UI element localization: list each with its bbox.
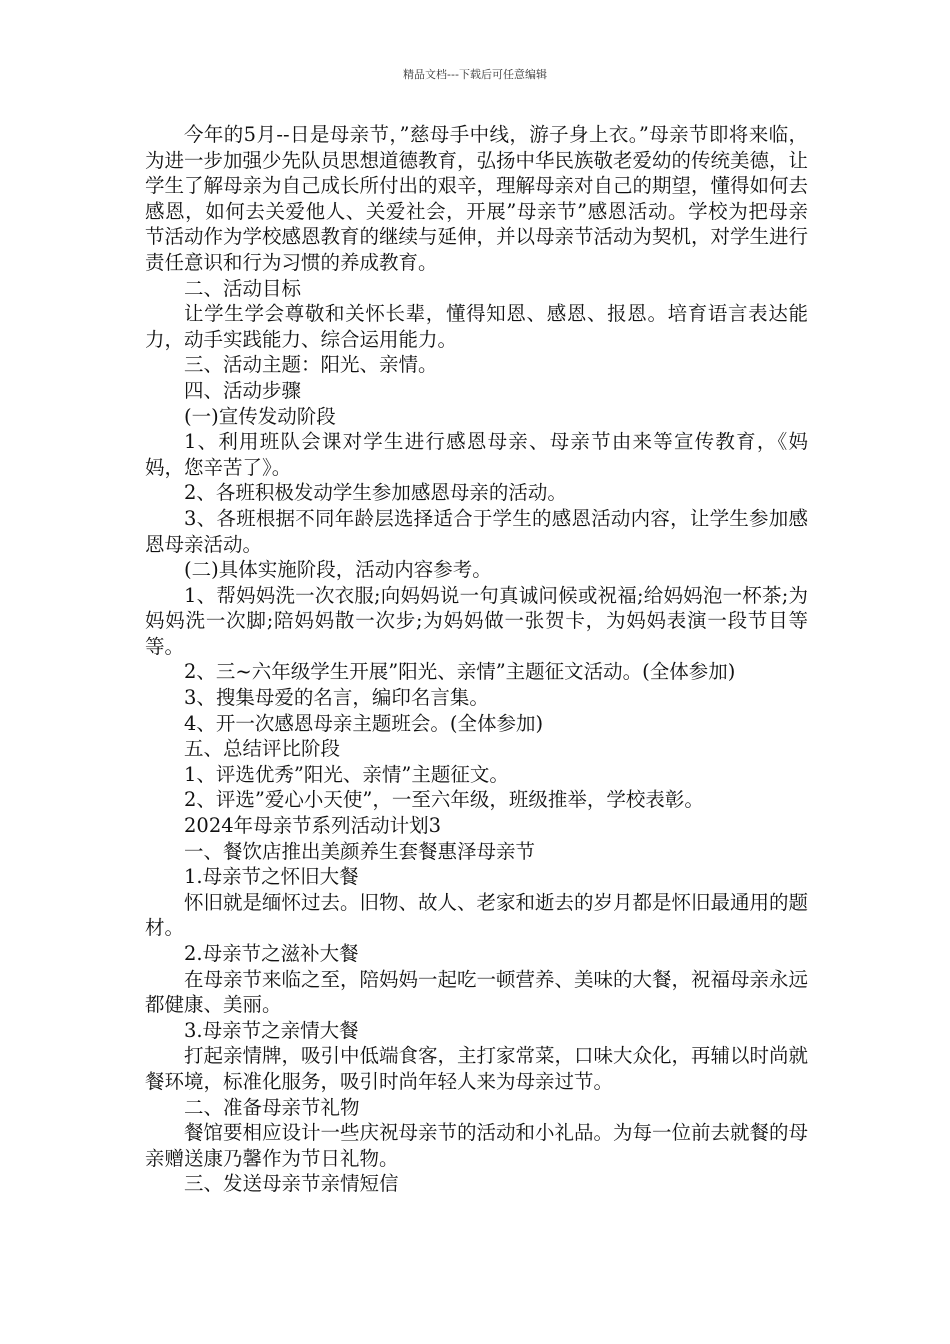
section-heading-messages: 三、发送母亲节亲情短信 <box>184 1172 399 1196</box>
list-item: 2、三~六年级学生开展”阳光、亲情”主题征文活动。(全体参加) <box>184 660 736 684</box>
body-paragraph: 餐馆要相应设计一些庆祝母亲节的活动和小礼品。为每一位前去就餐的母亲赠送康乃馨作为节日礼物。 <box>145 1121 809 1170</box>
section-heading-restaurant: 一、餐饮店推出美颜养生套餐惠泽母亲节 <box>184 839 536 863</box>
list-item: 2、评选”爱心小天使”，一至六年级，班级推举，学校表彰。 <box>184 788 704 812</box>
subheading-nostalgic-meal: 1.母亲节之怀旧大餐 <box>184 865 359 889</box>
intro-paragraph: 今年的5月--日是母亲节，”慈母手中线，游子身上衣。”母亲节即将来临，为进一步加强少先队员思想道德教育，弘扬中华民族敬老爱幼的传统美德，让学生了解母亲为自己成长所付出的艰辛，理解母亲对自己的期望，懂得如何去感恩，如何去关爱他人、关爱社会，开展”母亲节”感恩活动。学校为把母亲节活动作为学校感恩教育的继续与延伸，并以母亲节活动为契机，对学生进行责任意识和行为习惯的养成教育。 <box>145 123 809 274</box>
section-heading-theme: 三、活动主题：阳光、亲情。 <box>184 353 438 377</box>
goals-paragraph: 让学生学会尊敬和关怀长辈，懂得知恩、感恩、报恩。培育语言表达能力，动手实践能力、综合运用能力。 <box>145 302 808 351</box>
section-heading-steps: 四、活动步骤 <box>184 378 302 402</box>
page-header: 精品文档---下载后可任意编辑 <box>403 68 547 81</box>
section-heading-evaluation: 五、总结评比阶段 <box>184 737 341 761</box>
list-item: 4、开一次感恩母亲主题班会。(全体参加) <box>184 711 544 735</box>
list-item: 1、帮妈妈洗一次衣服;向妈妈说一句真诚问候或祝福;给妈妈泡一杯茶;为妈妈洗一次脚;陪妈妈散一次步;为妈妈做一张贺卡，为妈妈表演一段节目等等。 <box>145 583 808 658</box>
list-item: 1、利用班队会课对学生进行感恩母亲、母亲节由来等宣传教育，《妈妈，您辛苦了》。 <box>145 430 808 479</box>
subheading-implementation: (二)具体实施阶段，活动内容参考。 <box>184 558 492 582</box>
plan-title: 2024年母亲节系列活动计划3 <box>184 814 442 838</box>
list-item: 2、各班积极发动学生参加感恩母亲的活动。 <box>184 481 567 505</box>
document-body <box>145 122 808 1197</box>
section-heading-gifts: 二、准备母亲节礼物 <box>184 1095 360 1119</box>
body-paragraph: 在母亲节来临之至，陪妈妈一起吃一顿营养、美味的大餐，祝福母亲永远都健康、美丽。 <box>145 967 809 1017</box>
list-item: 3、搜集母爱的名言，编印名言集。 <box>184 686 489 710</box>
subheading-family-meal: 3.母亲节之亲情大餐 <box>184 1018 359 1042</box>
body-paragraph: 打起亲情牌，吸引中低端食客，主打家常菜，口味大众化，再辅以时尚就餐环境，标准化服务，吸引时尚年轻人来为母亲过节。 <box>145 1044 809 1093</box>
list-item: 3、各班根据不同年龄层选择适合于学生的感恩活动内容，让学生参加感恩母亲活动。 <box>145 506 808 556</box>
list-item: 1、评选优秀”阳光、亲情”主题征文。 <box>184 762 509 786</box>
subheading-publicity: (一)宣传发动阶段 <box>184 404 336 428</box>
subheading-nourishing-meal: 2.母亲节之滋补大餐 <box>184 942 359 965</box>
body-paragraph: 怀旧就是缅怀过去。旧物、故人、老家和逝去的岁月都是怀旧最通用的题材。 <box>145 890 809 940</box>
section-heading-goals: 二、活动目标 <box>184 276 302 300</box>
